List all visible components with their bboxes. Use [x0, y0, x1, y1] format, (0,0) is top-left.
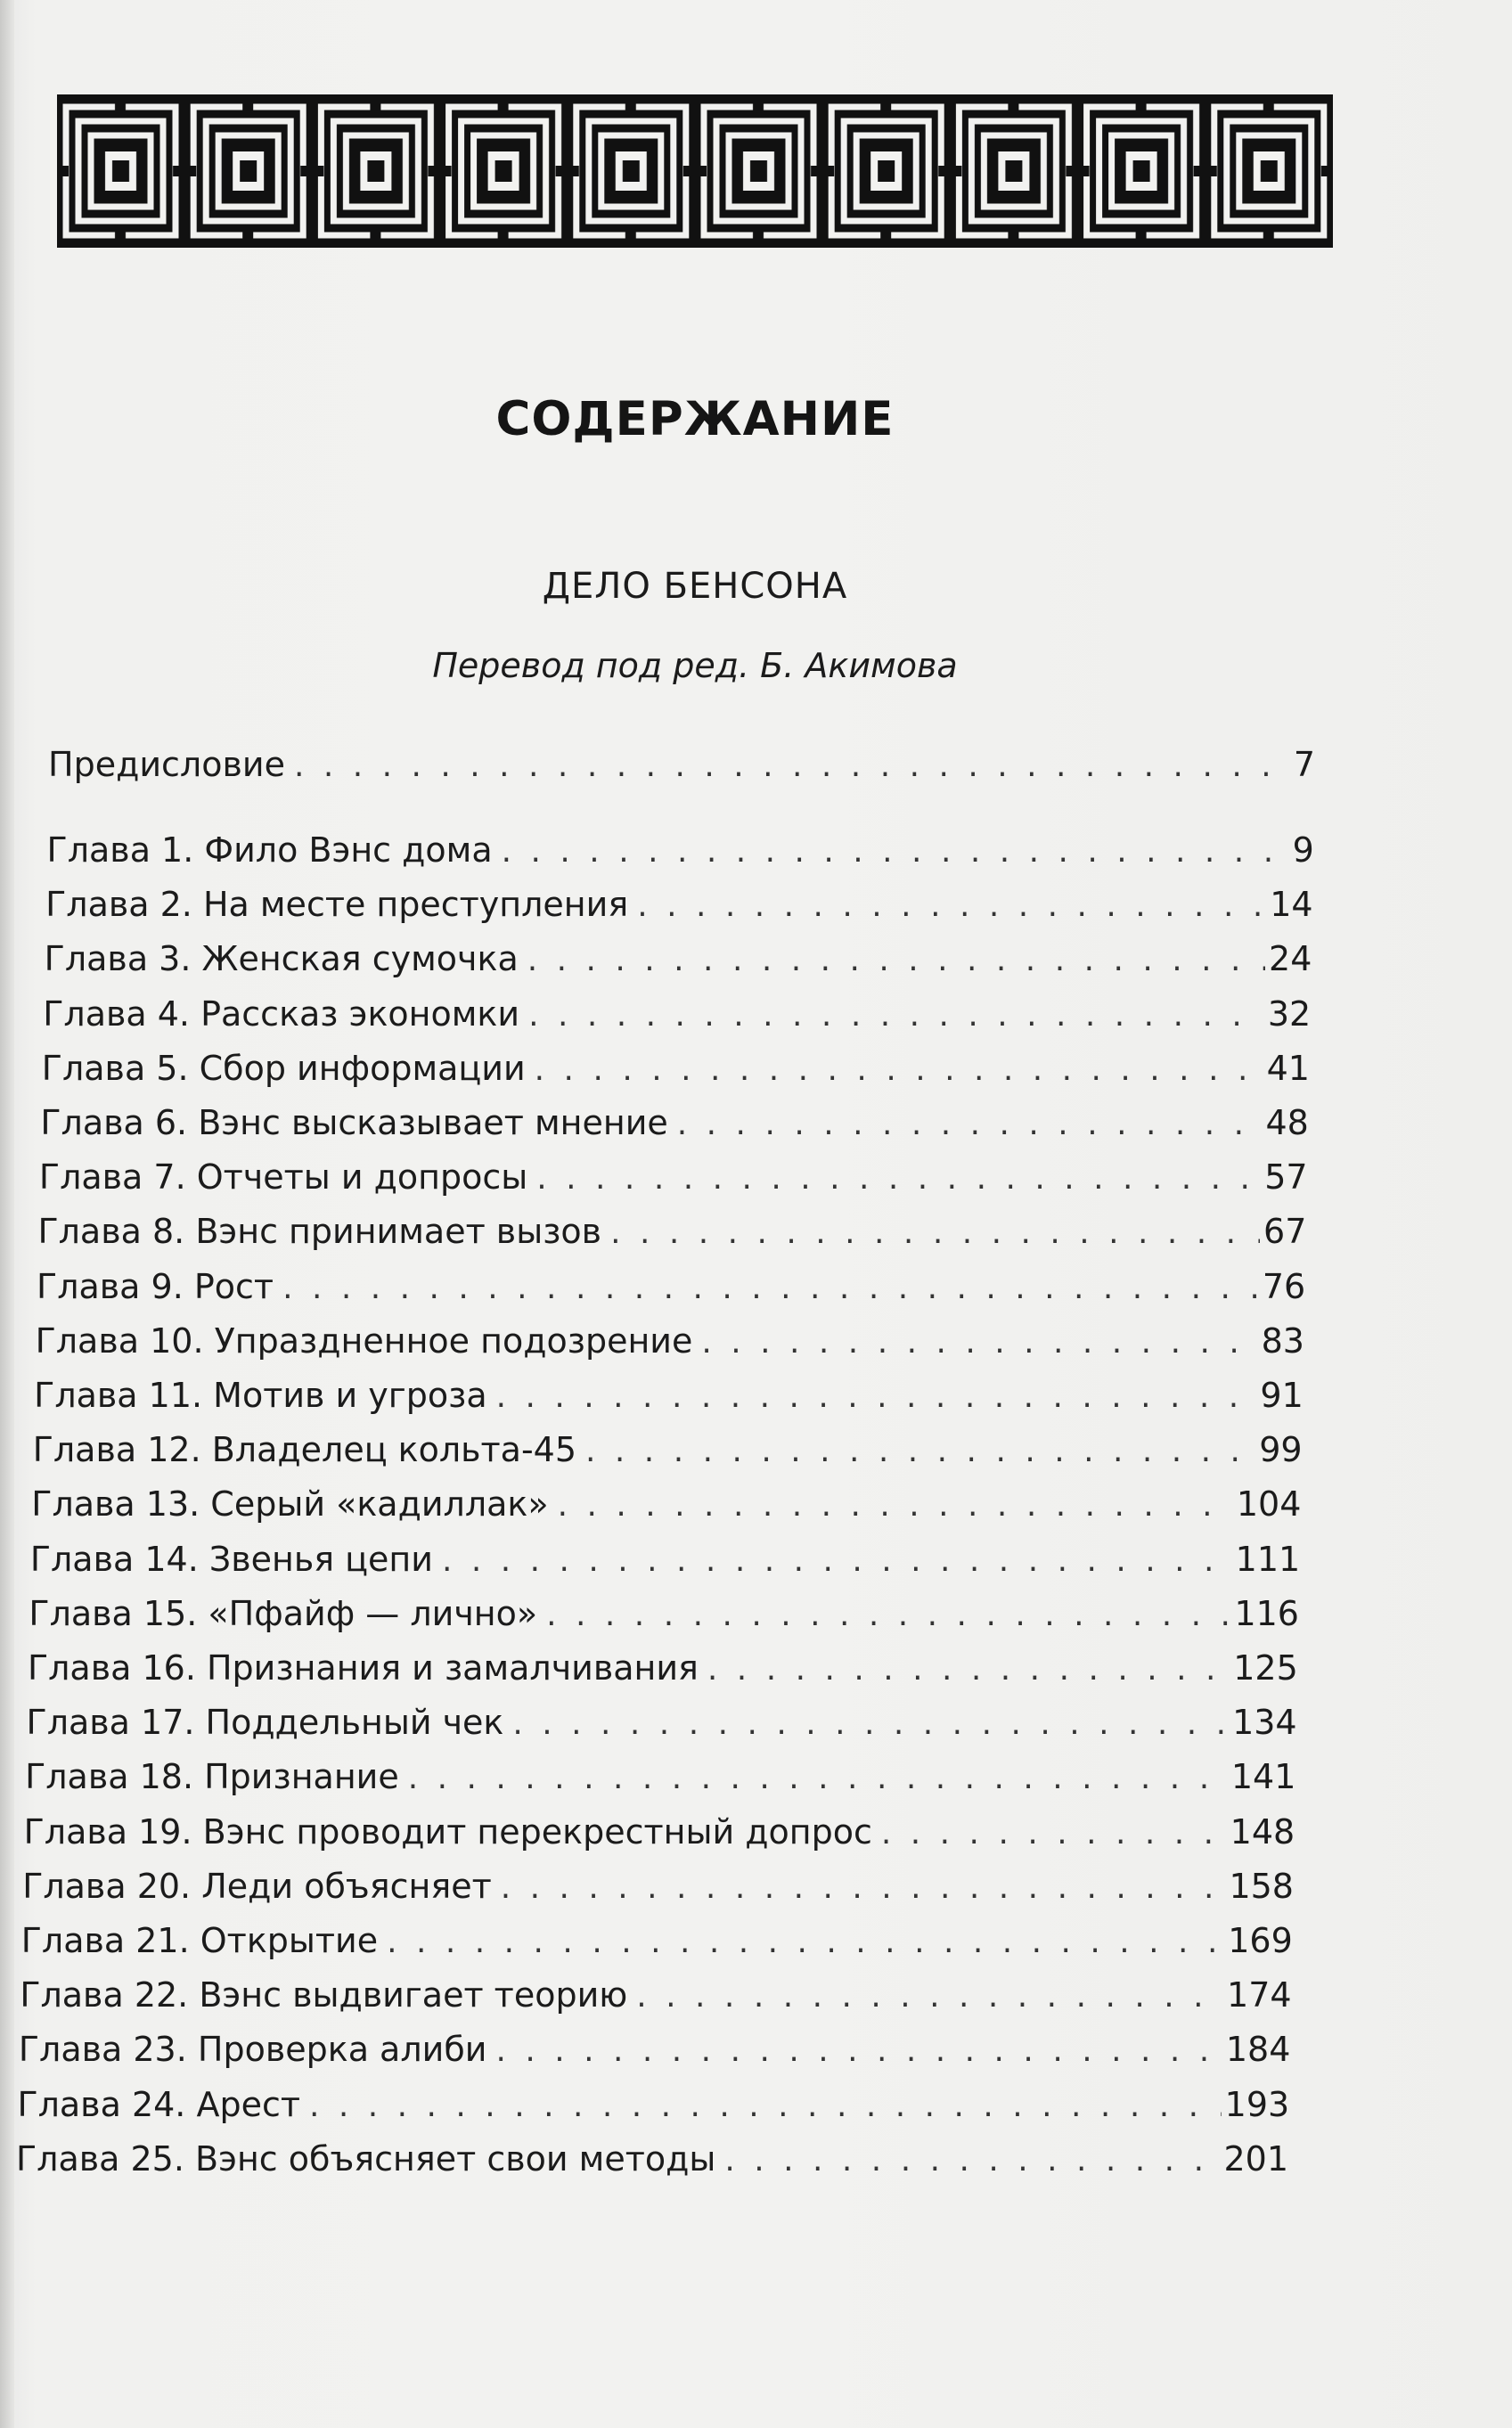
- toc-row-chapter: [33, 1430, 1303, 1476]
- dot-leader: [527, 942, 1265, 978]
- toc-page-number: 125: [1233, 1648, 1298, 1688]
- toc-page-number: 7: [1293, 745, 1315, 784]
- toc-page-number: 116: [1234, 1593, 1299, 1633]
- toc-page-number: 76: [1262, 1266, 1306, 1306]
- toc-row-chapter: [45, 939, 1312, 985]
- dot-leader: [442, 1542, 1232, 1579]
- page-title: СОДЕРЖАНИЕ: [495, 392, 895, 446]
- toc-row-chapter: [27, 1703, 1297, 1749]
- toc-row-chapter: [43, 994, 1311, 1041]
- toc-row-chapter: [42, 1049, 1310, 1095]
- toc-row-chapter: [28, 1648, 1298, 1695]
- toc-entry-title: Глава 18. Признание: [25, 1757, 399, 1797]
- translator-credit: Перевод под ред. Б. Акимова: [432, 646, 958, 685]
- toc-row-chapter: [37, 1267, 1305, 1313]
- dot-leader: [558, 1487, 1233, 1524]
- dot-leader: [535, 1051, 1263, 1088]
- dot-leader: [408, 1760, 1228, 1796]
- toc-page-number: 201: [1223, 2138, 1288, 2179]
- dot-leader: [502, 833, 1289, 870]
- dot-leader: [387, 1924, 1224, 1960]
- toc-entry-title: Глава 8. Вэнс принимает вызов: [37, 1212, 602, 1252]
- dot-leader: [528, 997, 1264, 1034]
- dot-leader: [701, 1324, 1257, 1361]
- dot-leader: [512, 1705, 1229, 1742]
- dot-leader: [585, 1433, 1255, 1469]
- toc-row-chapter: [29, 1594, 1299, 1640]
- toc-entry-title: Глава 23. Проверка алиби: [18, 2030, 487, 2070]
- toc-entry-title: Глава 13. Серый «кадиллак»: [31, 1484, 549, 1525]
- toc-row-chapter: [31, 1484, 1301, 1531]
- toc-entry-title: Глава 2. На месте преступления: [45, 885, 629, 925]
- toc-entry-title: Глава 7. Отчеты и допросы: [38, 1157, 528, 1198]
- dot-leader: [636, 1978, 1223, 2015]
- dot-leader: [501, 1869, 1226, 1906]
- dot-leader: [707, 1651, 1230, 1688]
- toc-entry-title: Глава 10. Упраздненное подозрение: [35, 1320, 693, 1361]
- toc-row-chapter: [25, 1757, 1295, 1803]
- toc-row-chapter: [19, 2030, 1291, 2076]
- toc-entry-title: Глава 16. Признания и замалчивания: [27, 1648, 699, 1688]
- section-title: ДЕЛО БЕНСОНА: [542, 566, 848, 607]
- toc-entry-title: Глава 17. Поддельный чек: [26, 1703, 504, 1743]
- dot-leader: [282, 1270, 1259, 1306]
- toc-row-chapter: [47, 830, 1314, 877]
- toc-row-chapter: [40, 1103, 1308, 1149]
- dot-leader: [546, 1597, 1230, 1633]
- toc-page-number: 134: [1232, 1703, 1297, 1743]
- dot-leader: [495, 2032, 1222, 2069]
- toc-page-number: 141: [1230, 1757, 1296, 1797]
- toc-page-number: 91: [1260, 1376, 1304, 1415]
- toc-entry-title: Глава 5. Сбор информации: [41, 1048, 526, 1088]
- toc-row-chapter: [30, 1540, 1300, 1586]
- toc-page-number: 99: [1259, 1430, 1303, 1470]
- toc-entry-title: Глава 12. Владелец кольта-45: [32, 1430, 577, 1470]
- toc-page-number: 67: [1263, 1212, 1307, 1252]
- dot-leader: [294, 748, 1290, 784]
- toc-page-number: 158: [1229, 1866, 1294, 1906]
- toc-page-number: 104: [1236, 1484, 1302, 1525]
- toc-row-chapter: [21, 1921, 1293, 1967]
- toc-entry-title: Глава 19. Вэнс проводит перекрестный допрос: [23, 1811, 872, 1852]
- toc-row-chapter: [34, 1376, 1304, 1422]
- toc-page-number: 193: [1224, 2084, 1290, 2124]
- toc-entry-title: Глава 20. Леди объясняет: [22, 1866, 492, 1906]
- toc-page-number: 32: [1267, 993, 1312, 1034]
- dot-leader: [496, 1378, 1257, 1415]
- toc-row-preface: [48, 745, 1315, 791]
- toc-row-chapter: [36, 1321, 1304, 1368]
- toc-entry-title: Глава 11. Мотив и угроза: [34, 1376, 487, 1415]
- dot-leader: [677, 1106, 1263, 1142]
- toc-row-chapter: [24, 1812, 1295, 1859]
- toc-page-number: 184: [1225, 2030, 1291, 2070]
- toc-entry-title: Глава 4. Рассказ экономки: [43, 993, 520, 1034]
- dot-leader: [309, 2088, 1222, 2124]
- toc-entry-title: Глава 21. Открытие: [20, 1921, 379, 1960]
- toc-entry-title: Глава 6. Вэнс высказывает мнение: [40, 1103, 668, 1142]
- toc-row-chapter: [37, 1212, 1306, 1258]
- toc-entry-title: Глава 14. Звенья цепи: [29, 1539, 433, 1579]
- toc-row-chapter: [17, 2085, 1289, 2131]
- toc-row-chapter: [39, 1157, 1308, 1204]
- dot-leader: [637, 887, 1266, 924]
- dot-leader: [881, 1815, 1227, 1852]
- toc-entry-title: Глава 9. Рост: [37, 1266, 274, 1306]
- toc-row-chapter: [16, 2139, 1288, 2186]
- toc-entry-title: Глава 3. Женская сумочка: [44, 939, 519, 979]
- toc-page-number: 57: [1264, 1157, 1308, 1198]
- toc-row-chapter: [45, 885, 1312, 931]
- dot-leader: [536, 1160, 1261, 1197]
- toc-page-number: 24: [1269, 939, 1312, 979]
- dot-leader: [724, 2142, 1220, 2179]
- toc-entry-title: Глава 1. Фило Вэнс дома: [46, 830, 493, 870]
- toc-row-chapter: [20, 1975, 1291, 2022]
- toc-entry-title: Предисловие: [48, 745, 285, 784]
- toc-page-number: 148: [1230, 1811, 1295, 1852]
- toc-entry-title: Глава 22. Вэнс выдвигает теорию: [20, 1975, 628, 2015]
- toc-entry-title: Глава 15. «Пфайф — лично»: [29, 1593, 538, 1633]
- toc-entry-title: Глава 25. Вэнс объясняет свои методы: [16, 2138, 716, 2179]
- toc-page-number: 41: [1266, 1048, 1310, 1088]
- toc-page-number: 169: [1228, 1921, 1293, 1960]
- toc-page-number: 9: [1292, 830, 1314, 870]
- toc-page-number: 174: [1227, 1975, 1292, 2015]
- toc-page-number: 48: [1265, 1103, 1309, 1142]
- toc-entry-title: Глава 24. Арест: [17, 2084, 300, 2124]
- toc-page-number: 14: [1270, 885, 1313, 925]
- toc-page-number: 111: [1235, 1539, 1301, 1579]
- dot-leader: [610, 1214, 1260, 1251]
- toc-page-number: 83: [1261, 1320, 1304, 1361]
- toc-row-chapter: [22, 1867, 1294, 1913]
